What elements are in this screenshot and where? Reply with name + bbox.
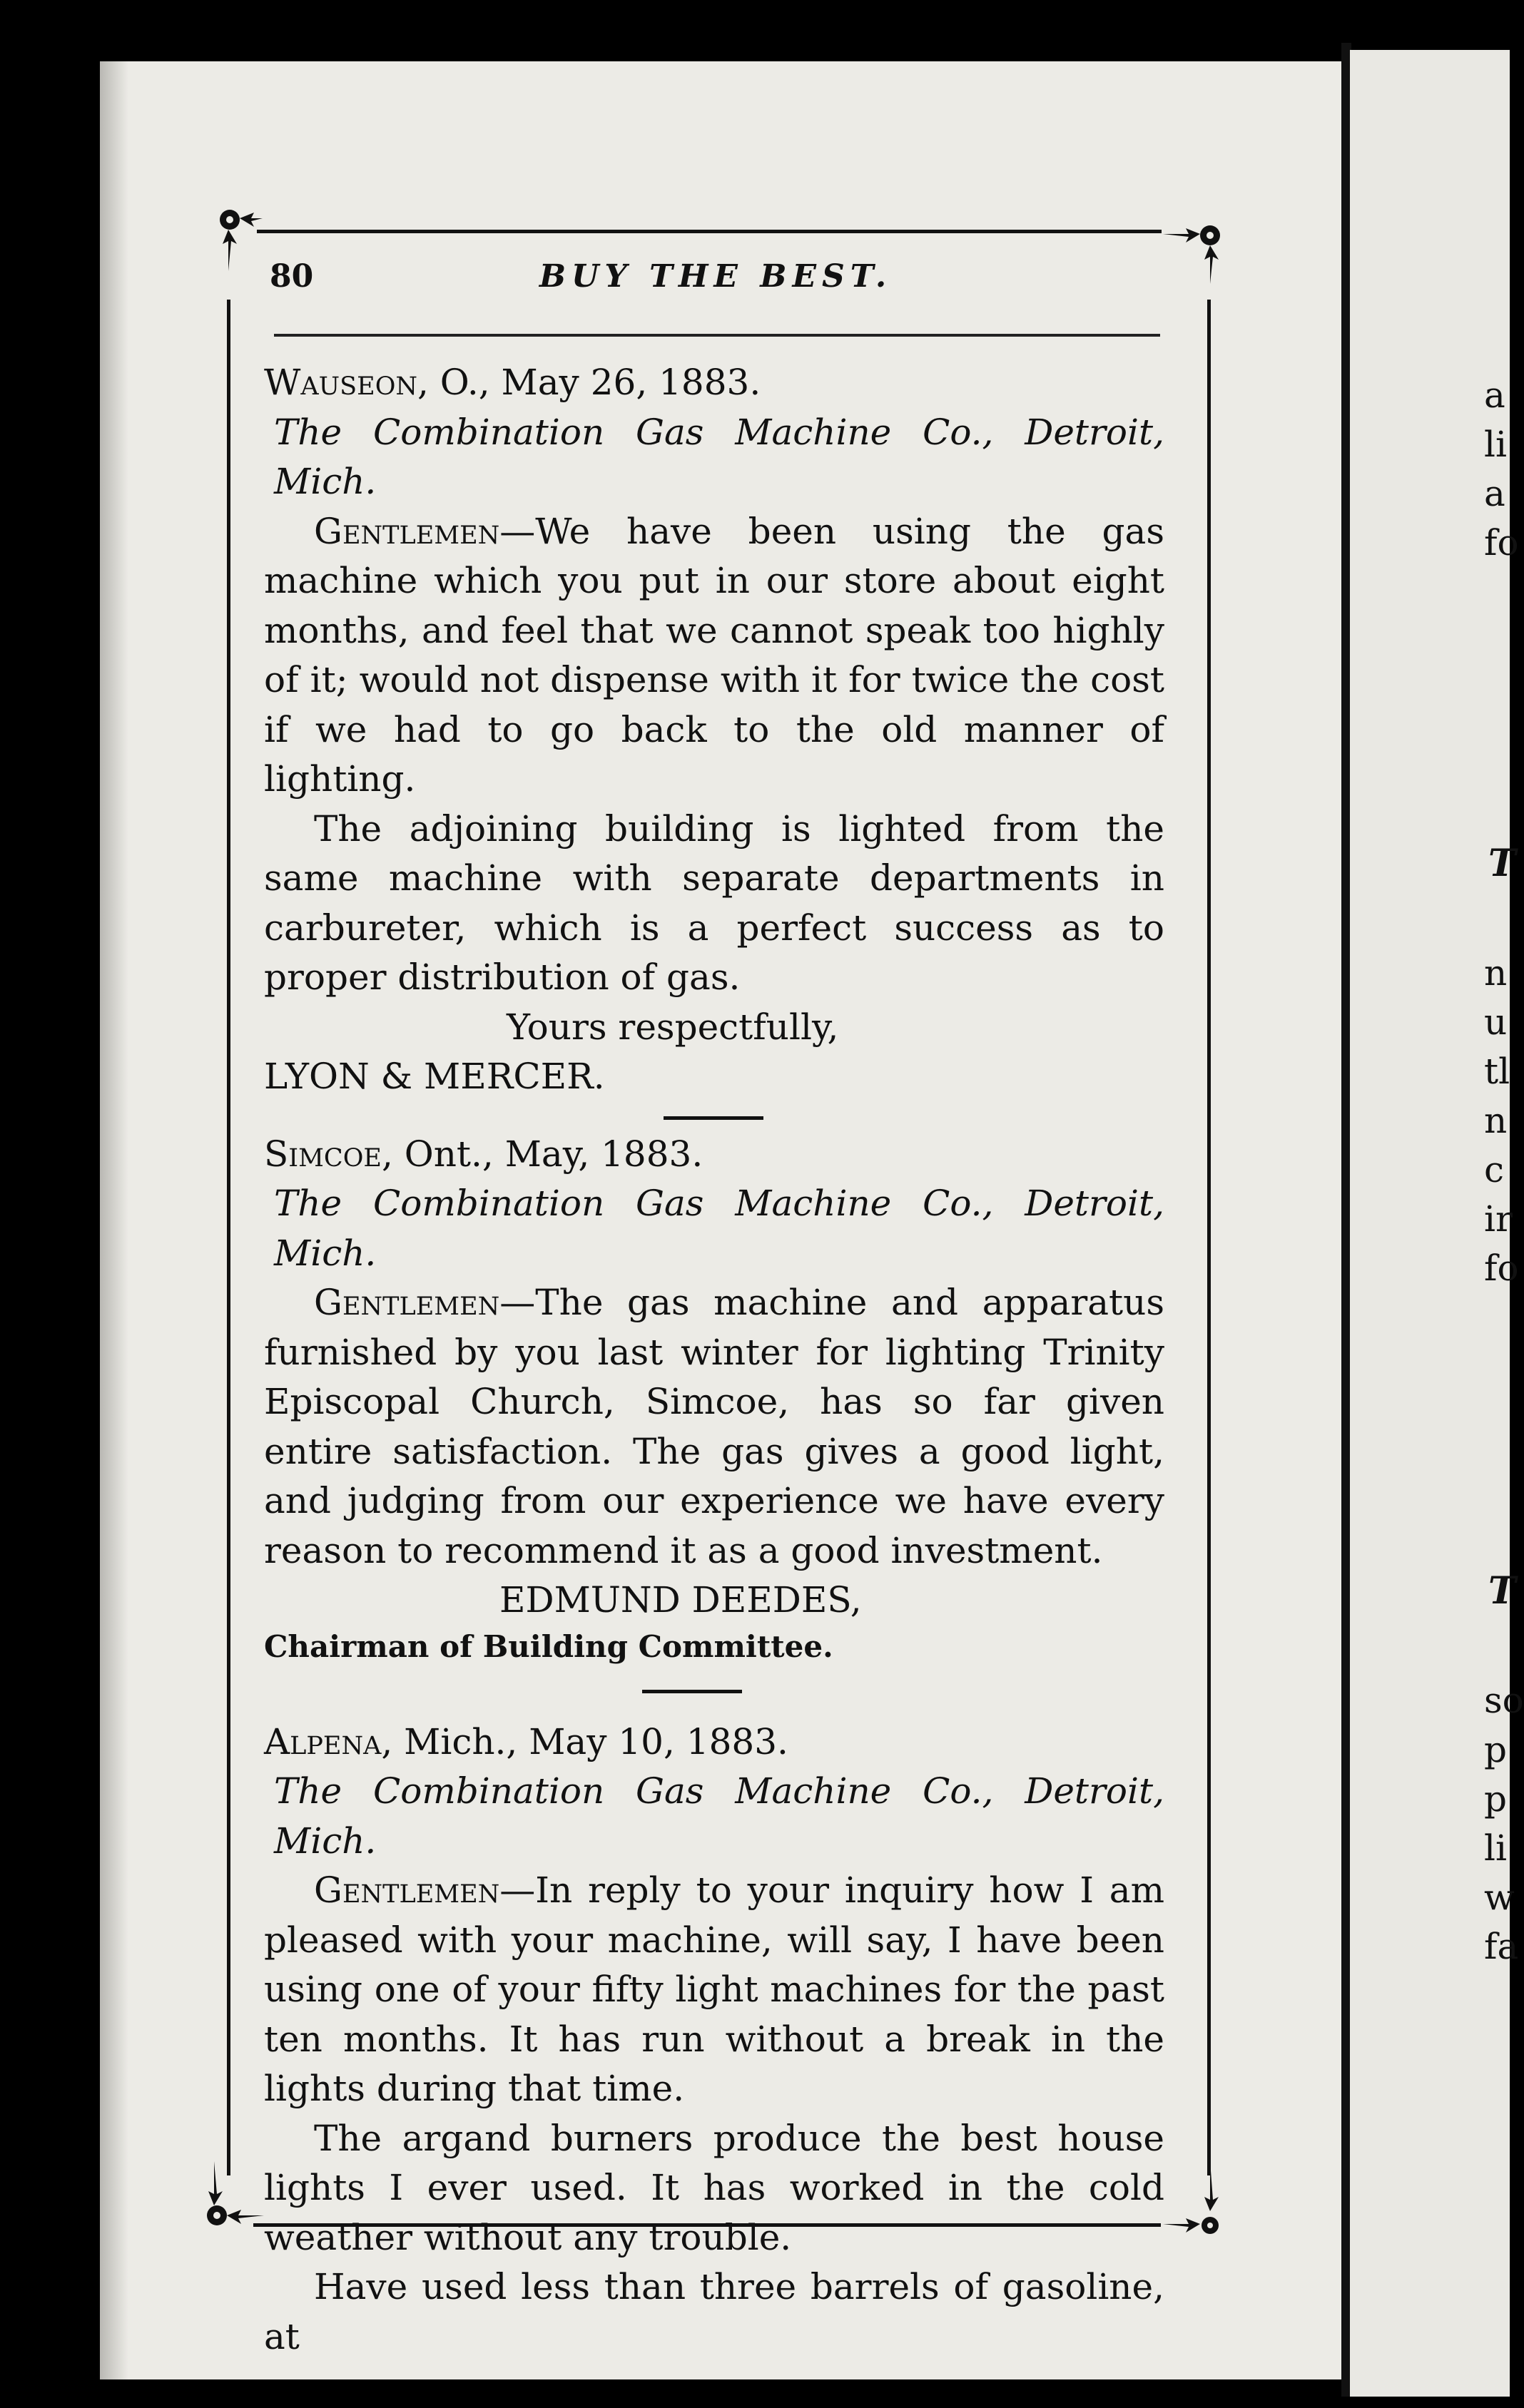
- running-title: BUY THE BEST.: [539, 258, 893, 295]
- facing-page-heading-fragment: T: [1488, 842, 1516, 885]
- letter-addressee: The Combination Gas Machine Co., Detroit, Mich.: [274, 1770, 1164, 1862]
- facing-page-text-fragment: a li a fo: [1484, 374, 1519, 563]
- facing-page-heading-fragment: T: [1488, 1569, 1516, 1613]
- letter-paragraph: Gentlemen—We have been using the gas machine which you put in our store about eight months, and feel that we cannot speak too highly of it; would not dispense with it for twice the cost if we had to go back to the old manner of lighting.: [264, 510, 1164, 800]
- letter-addressee: The Combination Gas Machine Co., Detroit, Mich.: [274, 411, 1164, 502]
- letter-paragraph: The adjoining building is lighted from the same machine with separate departments in carbureter, which is a perfect success as to proper distribution of gas.: [264, 807, 1164, 998]
- letter-paragraph: Gentlemen—The gas machine and apparatus furnished by you last winter for lighting Trinity Episcopal Church, Simcoe, has so far given entire satisfaction. The gas gives a good light, and judging from our experience we have every reason to recommend it as a good investment.: [264, 1282, 1164, 1571]
- letter-signature: LYON & MERCER.: [264, 1056, 605, 1097]
- letter-paragraph: The argand burners produce the best house lights I ever used. It has worked in the cold weather without any trouble.: [264, 2117, 1164, 2258]
- frame-right-rule: [1207, 300, 1211, 2175]
- page-body: [264, 358, 1164, 2362]
- header-rule: [274, 334, 1160, 337]
- signature-title: Chairman of Building Committee.: [264, 1628, 833, 1664]
- page-number: 80: [270, 258, 314, 295]
- letter-paragraph: Gentlemen—In reply to your inquiry how I am pleased with your machine, will say, I have been using one of your fifty light machines for the past ten months. It has run without a break in the lights during that time.: [264, 1869, 1164, 2109]
- letter-dateline: Wauseon, O., May 26, 1883.: [264, 362, 761, 403]
- page-shadow: [100, 61, 128, 2379]
- frame-top-rule: [257, 230, 1162, 233]
- salutation: Gentlemen: [314, 1869, 500, 1911]
- section-divider: [664, 1116, 763, 1120]
- salutation: Gentlemen: [314, 510, 500, 552]
- letter-paragraph: Have used less than three barrels of gasoline, at: [264, 2266, 1164, 2357]
- salutation: Gentlemen: [314, 1282, 500, 1323]
- letter-dateline: Alpena, Mich., May 10, 1883.: [264, 1720, 788, 1762]
- running-header: [270, 258, 1162, 301]
- letter-addressee: The Combination Gas Machine Co., Detroit, Mich.: [274, 1183, 1164, 1274]
- letter-dateline: Simcoe, Ont., May, 1883.: [264, 1133, 703, 1175]
- facing-page-text-fragment: n u tl n c ir fo: [1484, 952, 1519, 1289]
- letter-closing: Yours respectfully,: [507, 1006, 839, 1048]
- section-divider: [642, 1690, 742, 1693]
- letter-signature: EDMUND DEEDES,: [499, 1579, 862, 1621]
- facing-page-text-fragment: so p p li w fa: [1484, 1680, 1524, 1967]
- frame-left-rule: [227, 300, 230, 2175]
